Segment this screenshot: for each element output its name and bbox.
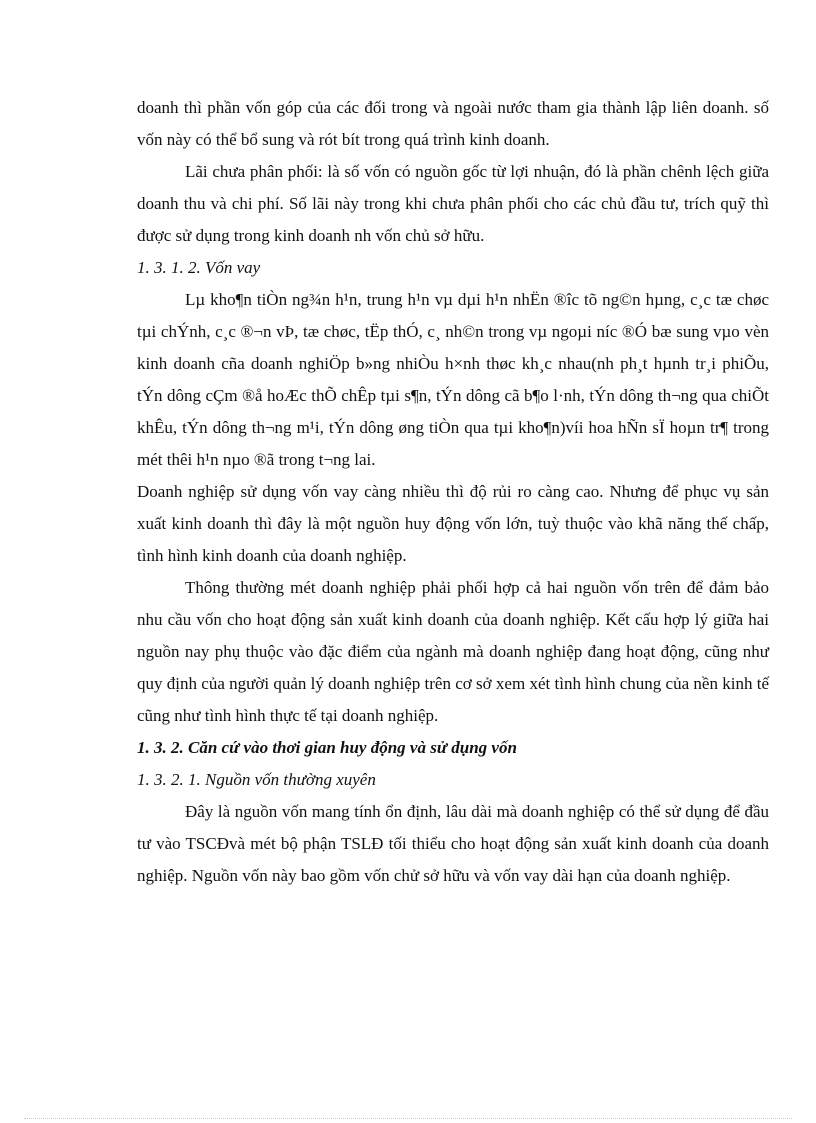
- paragraph-undistributed-profit: Lãi chưa phân phối: là số vốn có nguồn gốc từ lợi nhuận, đó là phần chênh lệch giữa doanh thu và chi phí. Số lãi này trong khi chưa phân phối cho các chủ đầu tư, trích quỹ thì được sử dụng trong kinh doanh nh vốn chủ sở hữu.: [137, 162, 769, 245]
- document-body: [137, 92, 769, 892]
- paragraph-joint-venture-capital: doanh thì phần vốn góp của các đối trong và ngoài nước tham gia thành lập liên doanh. số vốn này có thể bổ sung và rót bít trong quá trình kinh doanh.: [137, 98, 769, 149]
- subheading-loan-capital: 1. 3. 1. 2. Vốn vay: [137, 258, 261, 277]
- heading-time-based-sources: 1. 3. 2. Căn cứ vào thơi gian huy động và sử dụng vốn: [137, 738, 517, 757]
- paragraph-capital-structure: Thông thường mét doanh nghiệp phải phối hợp cả hai nguồn vốn trên để đảm bảo nhu cầu vốn cho hoạt động sản xuất kinh doanh của doanh nghiệp. Kết cấu hợp lý giữa hai nguồn nay phụ thuộc vào đặc điểm của ngành mà doanh nghiệp đang hoạt động, cũng như quy định của người quản lý doanh nghiệp trên cơ sở xem xét tình hình chung của nền kinh tế cũng như tình hình thực tế tại doanh nghiệp.: [137, 578, 769, 725]
- paragraph-loan-risk: Doanh nghiệp sử dụng vốn vay càng nhiều thì độ rủi ro càng cao. Nhưng để phục vụ sản xuất kinh doanh thì đây là một nguồn huy động vốn lớn, tuỳ thuộc vào khã năng thế chấp, tình hình kinh doanh của doanh nghiệp.: [137, 482, 769, 565]
- page-bottom-rule: [24, 1118, 792, 1119]
- subheading-permanent-sources: 1. 3. 2. 1. Nguồn vốn thường xuyên: [137, 770, 376, 789]
- paragraph-permanent-sources: Đây là nguồn vốn mang tính ổn định, lâu dài mà doanh nghiệp có thể sử dụng để đầu tư vào TSCĐvà mét bộ phận TSLĐ tối thiểu cho hoạt động sản xuất kinh doanh của doanh nghiệp. Nguồn vốn này bao gồm vốn chử sở hữu và vốn vay dài hạn của doanh nghiệp.: [137, 802, 769, 885]
- paragraph-loan-definition: Lµ kho¶n tiÒn ng¾n h¹n, trung h¹n vµ dµi h¹n nhËn ®îc tõ ng©n hµng, c¸c tæ chøc tµi chÝnh, c¸c ®¬n vÞ, tæ chøc, tËp thÓ, c¸ nh©n trong vµ ngoµi níc ®Ó bæ sung vµo vèn kinh doanh cña doanh nghiÖp b»ng nhiÒu h×nh thøc kh¸c nhau(nh ph¸t hµnh tr¸i phiÕu, tÝn dông cÇm ®å hoÆc thÕ chÊp tµi s¶n, tÝn dông cã b¶o l·nh, tÝn dông th¬ng qua chiÕt khÊu, tÝn dông th¬ng m¹i, tÝn dông øng tiÒn qua tµi kho¶n)víi hoa hÑn sÏ hoµn tr¶ trong mét thêi h¹n nµo ®ã trong t¬ng lai.: [137, 290, 769, 469]
